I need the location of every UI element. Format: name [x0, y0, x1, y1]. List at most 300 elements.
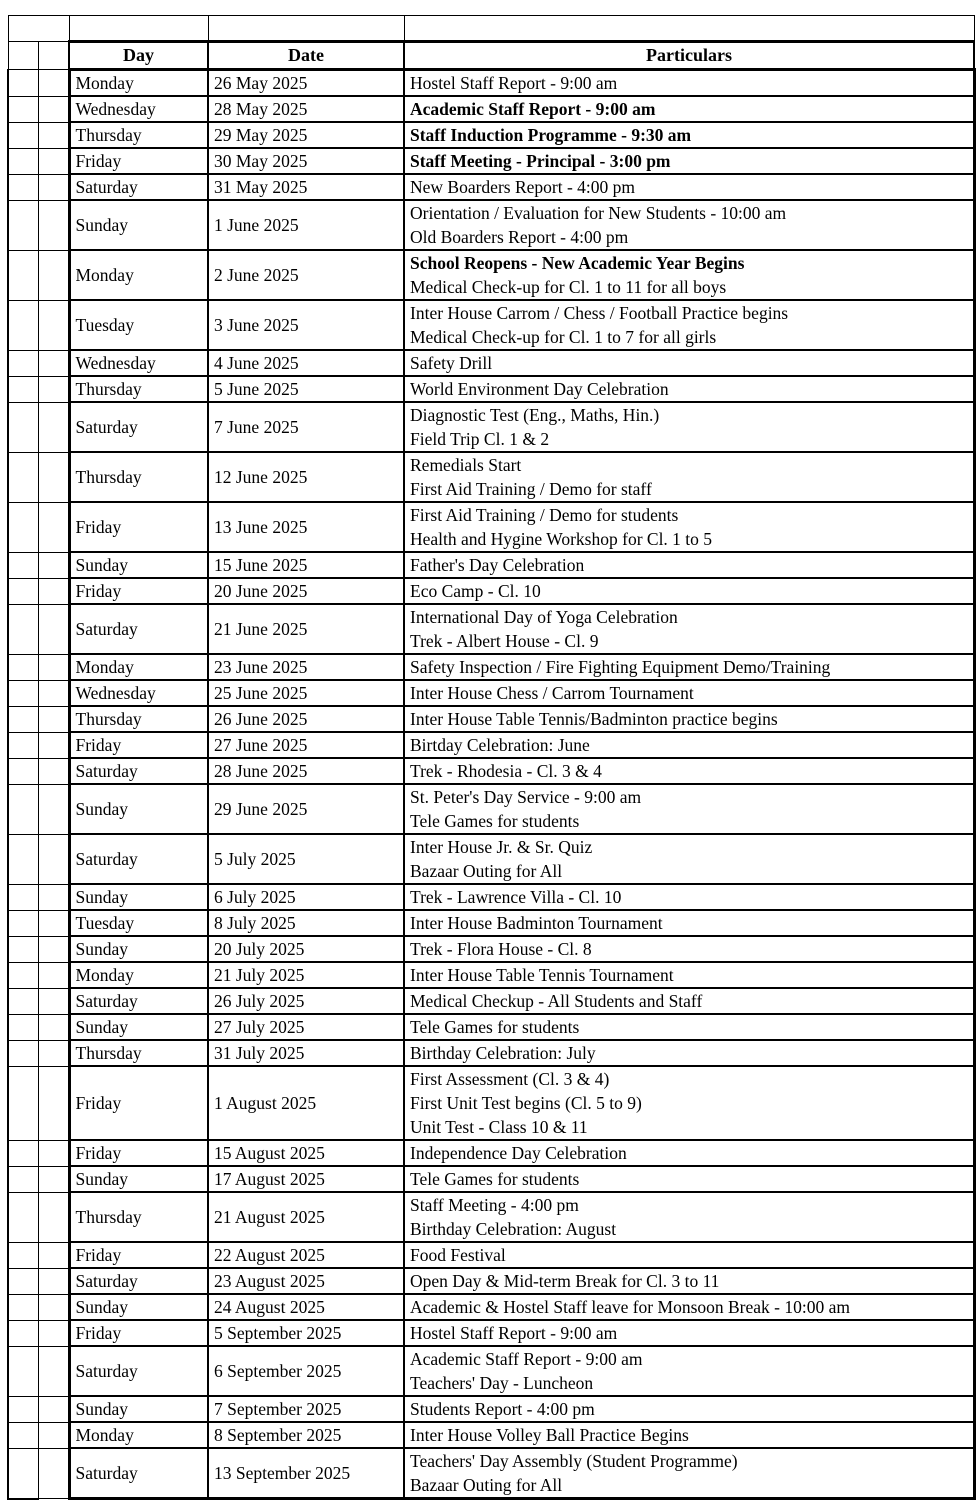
particular-line: Safety Drill	[410, 353, 493, 373]
day-cell: Friday	[69, 1320, 208, 1346]
day-cell: Thursday	[69, 1192, 208, 1242]
table-row	[8, 552, 974, 578]
date-cell: 21 June 2025	[208, 604, 404, 654]
day-cell: Thursday	[69, 1040, 208, 1066]
day-cell: Friday	[69, 1140, 208, 1166]
particular-line: Teachers' Day Assembly (Student Programme)	[410, 1451, 738, 1471]
table-row	[8, 706, 974, 732]
particulars-cell	[404, 962, 974, 988]
particular-line: Tele Games for students	[410, 1169, 580, 1189]
table-row	[8, 502, 974, 552]
day-cell: Saturday	[69, 758, 208, 784]
spacer-cell	[38, 1422, 69, 1448]
spacer-cell	[38, 1140, 69, 1166]
date-cell: 7 June 2025	[208, 402, 404, 452]
calendar-sheet	[7, 15, 976, 1500]
particulars-cell	[404, 578, 974, 604]
particular-line: Tele Games for students	[410, 1017, 580, 1037]
spacer-cell	[38, 962, 69, 988]
table-row	[8, 758, 974, 784]
particulars-cell	[404, 96, 974, 122]
particulars-cell	[404, 1242, 974, 1268]
gutter-cell	[8, 402, 38, 452]
day-cell: Monday	[69, 1422, 208, 1448]
gutter-cell	[8, 1066, 38, 1140]
table-row	[8, 1448, 974, 1499]
particulars-cell	[404, 654, 974, 680]
particulars-cell	[404, 148, 974, 174]
gutter-cell	[8, 122, 38, 148]
particular-line: Father's Day Celebration	[410, 555, 585, 575]
date-cell: 6 July 2025	[208, 884, 404, 910]
date-cell: 21 July 2025	[208, 962, 404, 988]
particular-line: Remedials Start	[410, 455, 522, 475]
date-cell: 28 May 2025	[208, 96, 404, 122]
table-row	[8, 70, 974, 97]
day-cell: Sunday	[69, 1166, 208, 1192]
gutter-cell	[8, 1320, 38, 1346]
particular-line: Inter House Badminton Tournament	[410, 913, 663, 933]
gutter-cell	[8, 1192, 38, 1242]
table-row	[8, 148, 974, 174]
spacer-cell	[38, 350, 69, 376]
date-cell: 31 May 2025	[208, 174, 404, 200]
particulars-cell	[404, 604, 974, 654]
date-cell: 20 July 2025	[208, 936, 404, 962]
table-row	[8, 300, 974, 350]
gutter-cell	[8, 350, 38, 376]
particulars-cell	[404, 174, 974, 200]
date-cell: 17 August 2025	[208, 1166, 404, 1192]
gutter-cell	[8, 1346, 38, 1396]
day-cell: Wednesday	[69, 680, 208, 706]
gutter-cell	[8, 834, 38, 884]
particulars-cell	[404, 1448, 974, 1499]
particular-line: Medical Check-up for Cl. 1 to 11 for all boys	[410, 277, 727, 297]
gutter-cell	[8, 732, 38, 758]
particulars-cell	[404, 706, 974, 732]
particulars-cell	[404, 1140, 974, 1166]
spacer-cell	[38, 680, 69, 706]
date-cell: 6 September 2025	[208, 1346, 404, 1396]
spacer-cell	[38, 42, 69, 70]
particulars-cell	[404, 350, 974, 376]
gutter-cell	[8, 1140, 38, 1166]
particular-line: International Day of Yoga Celebration	[410, 607, 678, 627]
spacer-cell	[38, 1294, 69, 1320]
particular-line: School Reopens - New Academic Year Begins	[410, 253, 745, 273]
particular-line: Bazaar Outing for All	[410, 1475, 563, 1495]
table-row	[8, 988, 974, 1014]
spacer-cell	[38, 706, 69, 732]
gutter-cell	[8, 452, 38, 502]
gutter-cell	[8, 174, 38, 200]
table-row	[8, 1066, 974, 1140]
particular-line: Inter House Chess / Carrom Tournament	[410, 683, 694, 703]
col-header-date: Date	[208, 42, 404, 70]
table-row	[8, 376, 974, 402]
particular-line: Inter House Table Tennis Tournament	[410, 965, 674, 985]
table-row	[8, 680, 974, 706]
day-cell: Sunday	[69, 784, 208, 834]
particulars-cell	[404, 1422, 974, 1448]
particulars-cell	[404, 834, 974, 884]
date-cell: 27 June 2025	[208, 732, 404, 758]
day-cell: Monday	[69, 250, 208, 300]
table-row	[8, 350, 974, 376]
table-row	[8, 1242, 974, 1268]
particular-line: Students Report - 4:00 pm	[410, 1399, 595, 1419]
spacer-cell	[38, 884, 69, 910]
date-cell: 1 June 2025	[208, 200, 404, 250]
gutter-cell	[8, 654, 38, 680]
spacer-cell	[38, 376, 69, 402]
table-row	[8, 96, 974, 122]
particulars-cell	[404, 1320, 974, 1346]
gutter-cell	[8, 1014, 38, 1040]
particular-line: Independence Day Celebration	[410, 1143, 627, 1163]
particular-line: Bazaar Outing for All	[410, 861, 563, 881]
header-row	[8, 42, 974, 70]
particular-line: Birthday Celebration: August	[410, 1219, 617, 1239]
date-cell: 24 August 2025	[208, 1294, 404, 1320]
date-cell: 26 July 2025	[208, 988, 404, 1014]
spacer-cell	[38, 732, 69, 758]
particular-line: Birthday Celebration: July	[410, 1043, 596, 1063]
date-cell: 27 July 2025	[208, 1014, 404, 1040]
particular-line: Inter House Jr. & Sr. Quiz	[410, 837, 593, 857]
date-cell: 13 June 2025	[208, 502, 404, 552]
day-cell: Monday	[69, 654, 208, 680]
particulars-cell	[404, 376, 974, 402]
date-cell: 13 September 2025	[208, 1448, 404, 1499]
table-row	[8, 1320, 974, 1346]
day-cell: Sunday	[69, 200, 208, 250]
particular-line: First Unit Test begins (Cl. 5 to 9)	[410, 1093, 642, 1113]
table-row	[8, 452, 974, 502]
spacer-cell	[38, 200, 69, 250]
gutter-cell	[8, 884, 38, 910]
day-cell: Friday	[69, 148, 208, 174]
date-cell: 20 June 2025	[208, 578, 404, 604]
particular-line: Staff Meeting - 4:00 pm	[410, 1195, 579, 1215]
day-cell: Wednesday	[69, 96, 208, 122]
table-row	[8, 654, 974, 680]
table-row	[8, 1268, 974, 1294]
gutter-cell	[8, 502, 38, 552]
gutter-cell	[8, 1448, 38, 1499]
particular-line: Hostel Staff Report - 9:00 am	[410, 73, 618, 93]
spacer-cell	[38, 834, 69, 884]
table-row	[8, 200, 974, 250]
spacer-cell	[38, 122, 69, 148]
day-cell: Tuesday	[69, 300, 208, 350]
date-cell: 23 June 2025	[208, 654, 404, 680]
particular-line: St. Peter's Day Service - 9:00 am	[410, 787, 642, 807]
particular-line: Academic & Hostel Staff leave for Monsoon Break - 10:00 am	[410, 1297, 850, 1317]
spacer-cell	[38, 578, 69, 604]
particulars-cell	[404, 300, 974, 350]
spacer-cell	[38, 1320, 69, 1346]
table-row	[8, 1192, 974, 1242]
particular-line: Old Boarders Report - 4:00 pm	[410, 227, 629, 247]
day-cell: Friday	[69, 1066, 208, 1140]
date-cell: 5 July 2025	[208, 834, 404, 884]
particulars-cell	[404, 1294, 974, 1320]
day-cell: Thursday	[69, 452, 208, 502]
date-cell: 1 August 2025	[208, 1066, 404, 1140]
table-row	[8, 936, 974, 962]
gutter-cell	[8, 376, 38, 402]
table-row	[8, 910, 974, 936]
particular-line: Staff Induction Programme - 9:30 am	[410, 125, 692, 145]
day-cell: Friday	[69, 1242, 208, 1268]
blank-cell	[69, 16, 208, 42]
gutter-cell	[8, 1422, 38, 1448]
particulars-cell	[404, 122, 974, 148]
particular-line: Academic Staff Report - 9:00 am	[410, 99, 656, 119]
table-row	[8, 834, 974, 884]
particulars-cell	[404, 1396, 974, 1422]
table-row	[8, 962, 974, 988]
date-cell: 15 June 2025	[208, 552, 404, 578]
particular-line: Medical Check-up for Cl. 1 to 7 for all girls	[410, 327, 717, 347]
day-cell: Friday	[69, 502, 208, 552]
particulars-cell	[404, 758, 974, 784]
table-row	[8, 1294, 974, 1320]
day-cell: Sunday	[69, 884, 208, 910]
spacer-cell	[38, 1066, 69, 1140]
gutter-cell	[8, 148, 38, 174]
particular-line: Eco Camp - Cl. 10	[410, 581, 541, 601]
gutter-cell	[8, 300, 38, 350]
day-cell: Sunday	[69, 1014, 208, 1040]
spacer-cell	[38, 148, 69, 174]
gutter-cell	[8, 200, 38, 250]
particular-line: Birtday Celebration: June	[410, 735, 590, 755]
spacer-cell	[38, 758, 69, 784]
spacer-cell	[38, 654, 69, 680]
particular-line: Field Trip Cl. 1 & 2	[410, 429, 550, 449]
gutter-cell	[8, 962, 38, 988]
date-cell: 28 June 2025	[208, 758, 404, 784]
particulars-cell	[404, 936, 974, 962]
spacer-cell	[38, 502, 69, 552]
gutter-cell	[8, 910, 38, 936]
date-cell: 15 August 2025	[208, 1140, 404, 1166]
date-cell: 8 July 2025	[208, 910, 404, 936]
table-row	[8, 1166, 974, 1192]
particular-line: Orientation / Evaluation for New Students - 10:00 am	[410, 203, 787, 223]
gutter-cell	[8, 1396, 38, 1422]
particular-line: Inter House Volley Ball Practice Begins	[410, 1425, 689, 1445]
gutter-cell	[8, 1294, 38, 1320]
day-cell: Saturday	[69, 402, 208, 452]
day-cell: Friday	[69, 732, 208, 758]
date-cell: 31 July 2025	[208, 1040, 404, 1066]
spacer-cell	[38, 452, 69, 502]
date-cell: 8 September 2025	[208, 1422, 404, 1448]
gutter-cell	[8, 1268, 38, 1294]
date-cell: 5 September 2025	[208, 1320, 404, 1346]
particular-line: Teachers' Day - Luncheon	[410, 1373, 594, 1393]
blank-cell	[8, 16, 69, 42]
spacer-cell	[38, 988, 69, 1014]
gutter-cell	[8, 758, 38, 784]
particular-line: Safety Inspection / Fire Fighting Equipment Demo/Training	[410, 657, 831, 677]
gutter-cell	[8, 680, 38, 706]
day-cell: Saturday	[69, 1448, 208, 1499]
spacer-cell	[38, 96, 69, 122]
date-cell: 29 May 2025	[208, 122, 404, 148]
gutter-cell	[8, 936, 38, 962]
spacer-cell	[38, 784, 69, 834]
table-row	[8, 1140, 974, 1166]
spacer-cell	[38, 552, 69, 578]
particulars-cell	[404, 402, 974, 452]
particular-line: First Aid Training / Demo for students	[410, 505, 679, 525]
spacer-cell	[38, 1014, 69, 1040]
date-cell: 30 May 2025	[208, 148, 404, 174]
particular-line: Trek - Flora House - Cl. 8	[410, 939, 592, 959]
date-cell: 12 June 2025	[208, 452, 404, 502]
particulars-cell	[404, 1014, 974, 1040]
table-row	[8, 578, 974, 604]
particulars-cell	[404, 552, 974, 578]
table-row	[8, 1014, 974, 1040]
particulars-cell	[404, 452, 974, 502]
date-cell: 22 August 2025	[208, 1242, 404, 1268]
day-cell: Sunday	[69, 1396, 208, 1422]
particulars-cell	[404, 732, 974, 758]
day-cell: Thursday	[69, 706, 208, 732]
particulars-cell	[404, 1166, 974, 1192]
spacer-cell	[38, 1268, 69, 1294]
date-cell: 23 August 2025	[208, 1268, 404, 1294]
particular-line: Tele Games for students	[410, 811, 580, 831]
table-row	[8, 122, 974, 148]
day-cell: Monday	[69, 70, 208, 97]
day-cell: Sunday	[69, 936, 208, 962]
blank-cell	[208, 16, 404, 42]
particular-line: Inter House Table Tennis/Badminton practice begins	[410, 709, 778, 729]
particulars-cell	[404, 1066, 974, 1140]
particulars-cell	[404, 680, 974, 706]
date-cell: 26 June 2025	[208, 706, 404, 732]
spacer-cell	[38, 250, 69, 300]
gutter-cell	[8, 1242, 38, 1268]
particular-line: First Aid Training / Demo for staff	[410, 479, 652, 499]
day-cell: Tuesday	[69, 910, 208, 936]
particular-line: Academic Staff Report - 9:00 am	[410, 1349, 643, 1369]
particular-line: Inter House Carrom / Chess / Football Practice begins	[410, 303, 789, 323]
gutter-cell	[8, 578, 38, 604]
table-row	[8, 402, 974, 452]
day-cell: Wednesday	[69, 350, 208, 376]
particular-line: Hostel Staff Report - 9:00 am	[410, 1323, 618, 1343]
gutter-cell	[8, 784, 38, 834]
table-row	[8, 732, 974, 758]
particulars-cell	[404, 910, 974, 936]
gutter-cell	[8, 1040, 38, 1066]
spacer-cell	[38, 910, 69, 936]
day-cell: Sunday	[69, 1294, 208, 1320]
gutter-cell	[8, 70, 38, 97]
table-row	[8, 1396, 974, 1422]
col-header-day: Day	[69, 42, 208, 70]
day-cell: Saturday	[69, 988, 208, 1014]
particulars-cell	[404, 502, 974, 552]
day-cell: Sunday	[69, 552, 208, 578]
school-calendar-table	[7, 15, 976, 1500]
gutter-cell	[8, 604, 38, 654]
blank-cell	[404, 16, 974, 42]
particular-line: Diagnostic Test (Eng., Maths, Hin.)	[410, 405, 660, 425]
col-header-particulars: Particulars	[404, 42, 974, 70]
spacer-cell	[38, 1040, 69, 1066]
spacer-cell	[38, 1346, 69, 1396]
date-cell: 2 June 2025	[208, 250, 404, 300]
gutter-cell	[8, 988, 38, 1014]
spacer-cell	[38, 70, 69, 97]
date-cell: 29 June 2025	[208, 784, 404, 834]
particular-line: New Boarders Report - 4:00 pm	[410, 177, 636, 197]
particulars-cell	[404, 1040, 974, 1066]
particular-line: Health and Hygine Workshop for Cl. 1 to 5	[410, 529, 713, 549]
table-row	[8, 1040, 974, 1066]
day-cell: Friday	[69, 578, 208, 604]
spacer-cell	[38, 604, 69, 654]
particular-line: Food Festival	[410, 1245, 506, 1265]
date-cell: 5 June 2025	[208, 376, 404, 402]
particulars-cell	[404, 200, 974, 250]
particular-line: First Assessment (Cl. 3 & 4)	[410, 1069, 610, 1089]
particulars-cell	[404, 250, 974, 300]
day-cell: Saturday	[69, 604, 208, 654]
particulars-cell	[404, 70, 974, 97]
date-cell: 26 May 2025	[208, 70, 404, 97]
particulars-cell	[404, 1346, 974, 1396]
date-cell: 25 June 2025	[208, 680, 404, 706]
day-cell: Saturday	[69, 834, 208, 884]
spacer-cell	[38, 1166, 69, 1192]
date-cell: 3 June 2025	[208, 300, 404, 350]
particular-line: Trek - Lawrence Villa - Cl. 10	[410, 887, 622, 907]
gutter-cell	[8, 42, 38, 70]
table-row	[8, 604, 974, 654]
table-row	[8, 1346, 974, 1396]
spacer-cell	[38, 300, 69, 350]
particular-line: Trek - Albert House - Cl. 9	[410, 631, 599, 651]
table-row	[8, 250, 974, 300]
particulars-cell	[404, 988, 974, 1014]
particulars-cell	[404, 784, 974, 834]
spacer-cell	[38, 936, 69, 962]
spacer-cell	[38, 174, 69, 200]
table-row	[8, 174, 974, 200]
particulars-cell	[404, 884, 974, 910]
particular-line: Staff Meeting - Principal - 3:00 pm	[410, 151, 671, 171]
blank-top-row	[8, 16, 974, 42]
particular-line: Trek - Rhodesia - Cl. 3 & 4	[410, 761, 602, 781]
spacer-cell	[38, 1396, 69, 1422]
spacer-cell	[38, 1448, 69, 1499]
gutter-cell	[8, 250, 38, 300]
day-cell: Saturday	[69, 1268, 208, 1294]
gutter-cell	[8, 96, 38, 122]
gutter-cell	[8, 1166, 38, 1192]
day-cell: Thursday	[69, 122, 208, 148]
